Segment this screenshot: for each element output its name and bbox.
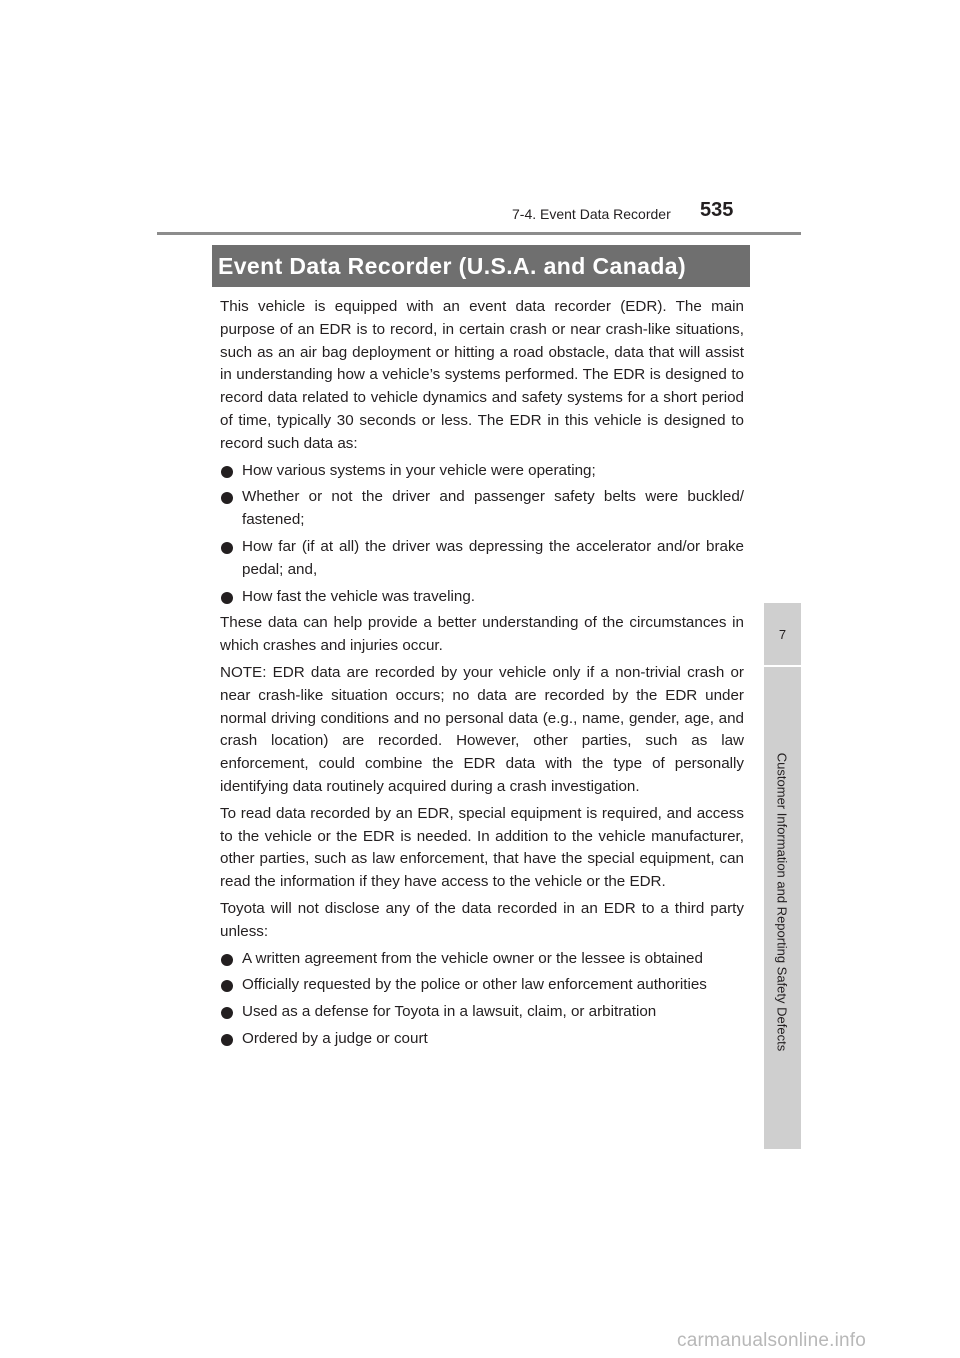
list-item-text: How far (if at all) the driver was depressing the accelerator and/or brake pedal; and, — [242, 537, 744, 578]
chapter-title: Customer Information and Reporting Safety Defects — [774, 752, 790, 1052]
page-title: Event Data Recorder (U.S.A. and Canada) — [218, 252, 687, 279]
bullet-icon — [221, 492, 233, 504]
chapter-number: 7 — [778, 626, 787, 642]
record-list-item — [220, 460, 744, 483]
note-paragraph: NOTE: EDR data are recorded by your vehicle only if a non-trivial crash or near crash-like situation occurs; no data are recorded by the EDR under normal driving conditions and no personal data (e.g., name, gender, age, and crash location) are recorded. However, other parties, such as law enforcement, could combine the EDR data with the type of personally identifying data routinely acquired during a crash investigation. — [220, 663, 744, 795]
list-item-text: Ordered by a judge or court — [242, 1029, 428, 1047]
list-item-text: A written agreement from the vehicle owner or the lessee is obtained — [242, 949, 703, 967]
page-number: 535 — [700, 199, 734, 221]
disclosure-paragraph: Toyota will not disclose any of the data recorded in an EDR to a third party unless: — [220, 899, 744, 940]
intro-paragraph: This vehicle is equipped with an event data recorder (EDR). The main purpose of an EDR is to record, in certain crash or near crash-like situations, such as an air bag deployment or hitting a road obstacle, data that will assist in understanding how a vehicle’s systems performed. The EDR is designed to record data related to vehicle dynamics and safety systems for a short period of time, typically 30 seconds or less. The EDR in this vehicle is designed to record such data as: — [220, 298, 744, 452]
list-item-text: Whether or not the driver and passenger safety belts were buckled/ fastened; — [242, 488, 744, 529]
disclosure-list-item — [220, 974, 744, 997]
title-banner — [212, 245, 750, 287]
bullet-icon — [221, 466, 233, 478]
bullet-icon — [221, 1034, 233, 1046]
record-list-item — [220, 536, 744, 582]
body-content — [220, 296, 744, 1055]
side-tab-divider — [764, 665, 801, 667]
record-list-item — [220, 486, 744, 532]
list-item-text: How fast the vehicle was traveling. — [242, 587, 475, 605]
read-data-paragraph: To read data recorded by an EDR, special equipment is required, and access to the vehicle or the EDR is needed. In addition to the vehicle manufacturer, other parties, such as law enforcement, that have the special equipment, can read the information if they have access to the vehicle or the EDR. — [220, 804, 744, 891]
site-watermark: carmanualsonline.info — [677, 1330, 867, 1351]
list-item-text: How various systems in your vehicle were operating; — [242, 461, 596, 479]
list-item-text: Used as a defense for Toyota in a lawsuit, claim, or arbitration — [242, 1003, 657, 1021]
section-header: 7-4. Event Data Recorder — [512, 206, 671, 222]
header-divider — [157, 232, 801, 235]
disclosure-list-item — [220, 1001, 744, 1024]
disclosure-list-item — [220, 948, 744, 971]
list-item-text: Officially requested by the police or other law enforcement authorities — [242, 976, 707, 994]
disclosure-list-item — [220, 1028, 744, 1051]
record-list-item — [220, 586, 744, 609]
bullet-icon — [221, 954, 233, 966]
bullet-icon — [221, 542, 233, 554]
bullet-icon — [221, 592, 233, 604]
bullet-icon — [221, 980, 233, 992]
bullet-icon — [221, 1007, 233, 1019]
understanding-paragraph: These data can help provide a better understanding of the circumstances in which crashes and injuries occur. — [220, 614, 744, 655]
